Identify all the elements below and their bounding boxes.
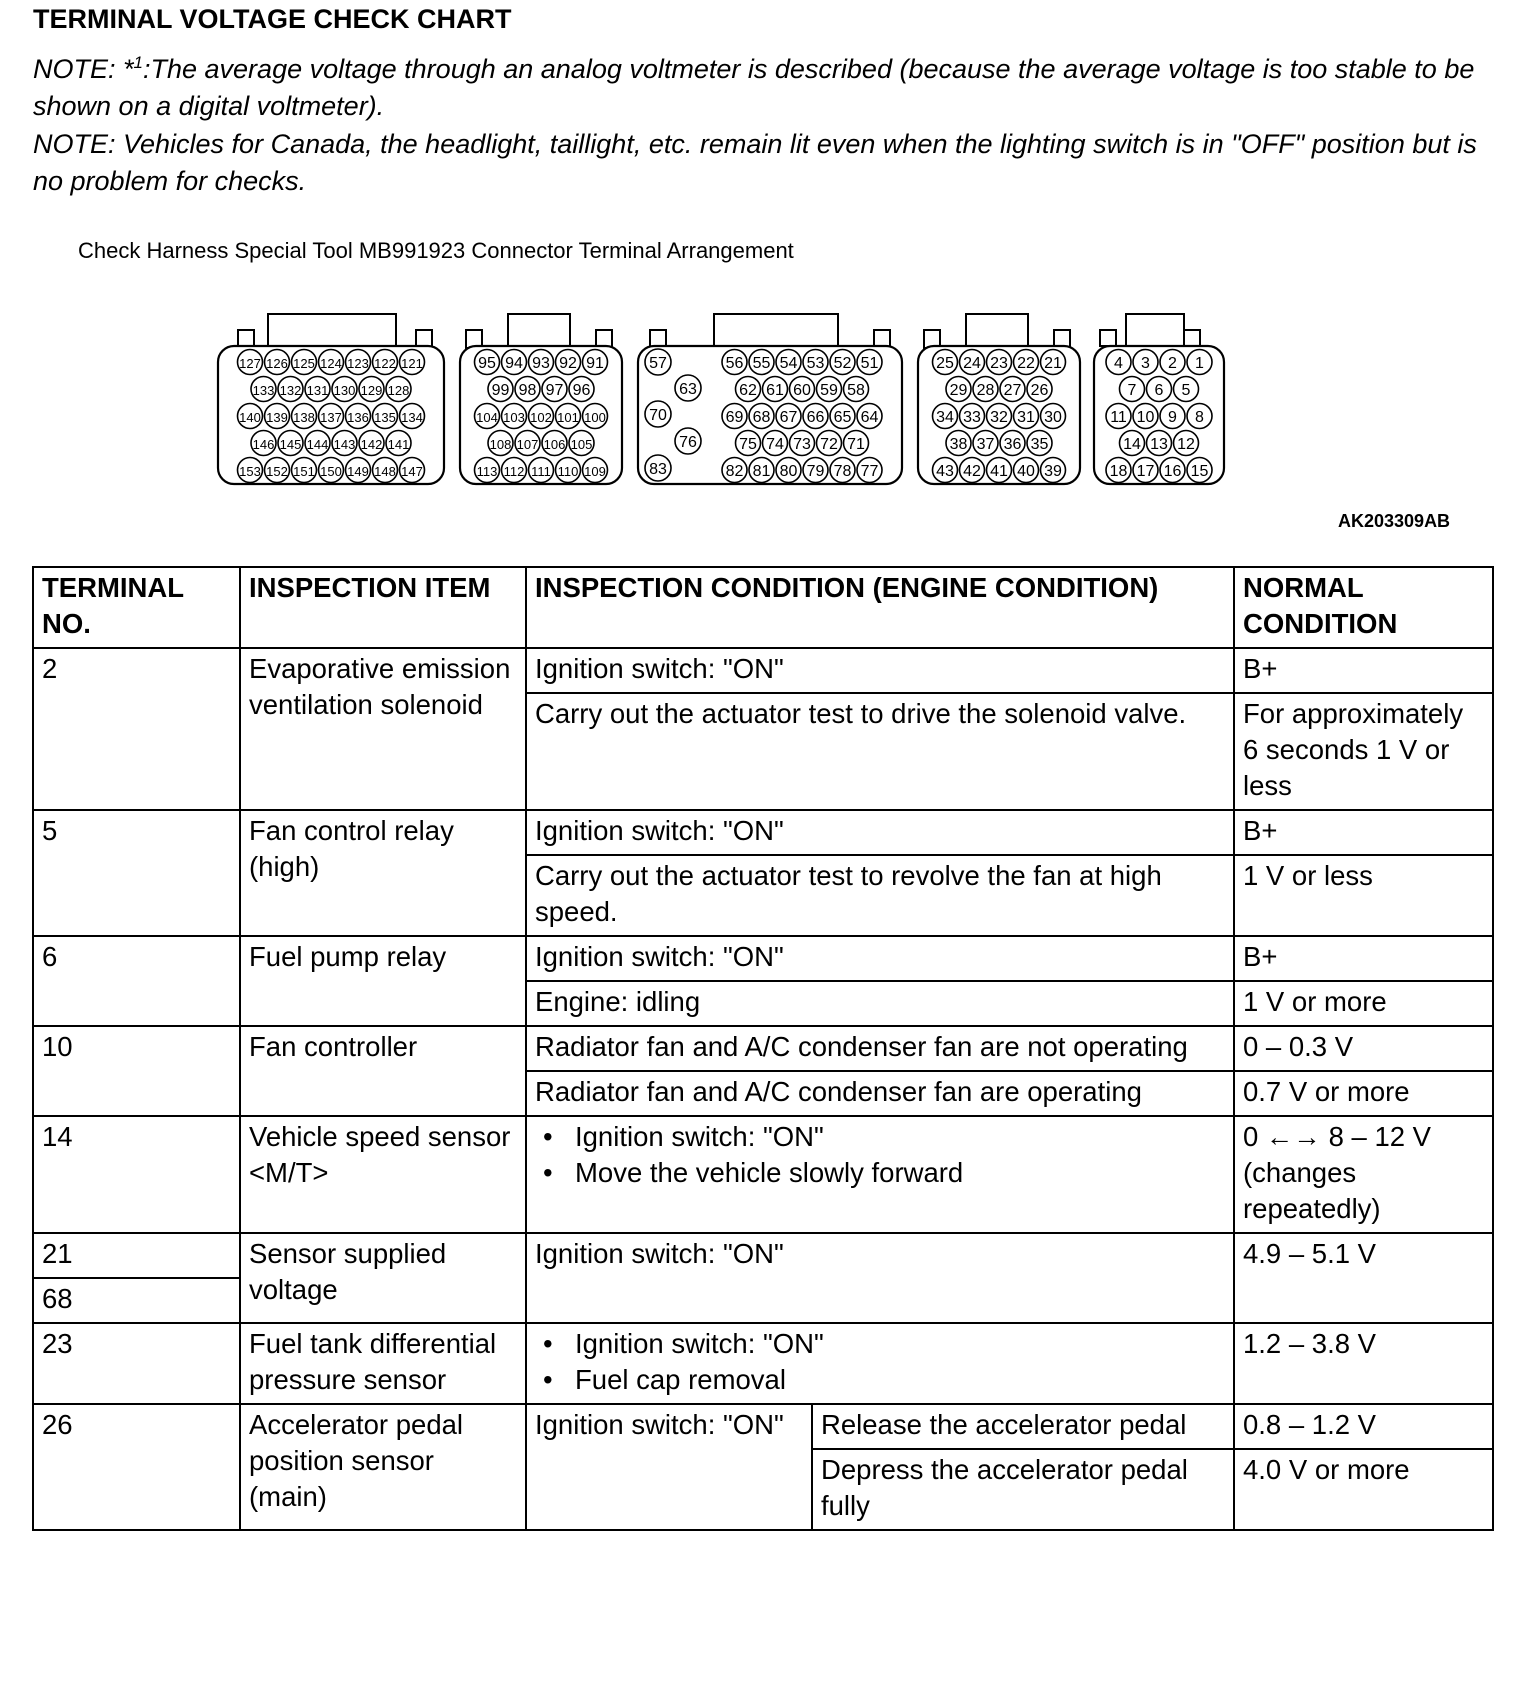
- connector: [918, 314, 1080, 484]
- terminal-number: 36: [1003, 436, 1022, 453]
- header-condition: INSPECTION CONDITION (ENGINE CONDITION): [526, 567, 1234, 648]
- header-normal: NORMAL CONDITION: [1234, 567, 1493, 648]
- terminal-number: 12: [1177, 436, 1195, 453]
- terminal-number: 70: [649, 407, 667, 424]
- item-cell: Fuel tank differential pressure sensor: [240, 1323, 526, 1404]
- table-row: [33, 1404, 1493, 1449]
- terminal-number: 141: [387, 437, 410, 452]
- terminal-number: 24: [963, 355, 981, 372]
- normal-cell: 0 ←→ 8 – 12 V (changes repeatedly): [1234, 1116, 1493, 1233]
- terminal-number: 53: [806, 355, 825, 372]
- terminal-number: 25: [936, 355, 954, 372]
- terminal-number: 99: [491, 382, 510, 399]
- connector: [638, 314, 902, 484]
- terminal-number: 131: [306, 383, 329, 398]
- terminal-number: 55: [752, 355, 771, 372]
- item-cell: Accelerator pedal position sensor (main): [240, 1404, 526, 1530]
- terminal-number: 76: [679, 434, 697, 451]
- condition-bullet: • Move the vehicle slowly forward: [535, 1155, 1225, 1191]
- terminal-number: 65: [833, 409, 852, 426]
- terminal-number: 132: [279, 383, 302, 398]
- condition-cell: Ignition switch: "ON": [526, 648, 1234, 693]
- terminal-number: 5: [1181, 382, 1191, 399]
- terminal-number: 13: [1150, 436, 1168, 453]
- terminal-number: 30: [1044, 409, 1062, 426]
- note-analog-voltmeter: [33, 44, 1483, 125]
- terminal-number: 4: [1114, 355, 1123, 372]
- terminal-number: 9: [1168, 409, 1177, 426]
- terminal-number: 143: [333, 437, 356, 452]
- terminal-number: 108: [489, 437, 512, 452]
- terminal-cell: 2: [33, 648, 240, 810]
- terminal-number: 21: [1044, 355, 1062, 372]
- header-item: INSPECTION ITEM: [240, 567, 526, 648]
- normal-cell: 0.8 – 1.2 V: [1234, 1404, 1493, 1449]
- sub-condition-cell: Release the accelerator pedal: [812, 1404, 1234, 1449]
- terminal-number: 79: [806, 463, 825, 480]
- terminal-number: 104: [476, 410, 498, 425]
- terminal-number: 43: [936, 463, 954, 480]
- terminal-number: 26: [1030, 382, 1049, 399]
- terminal-number: 110: [557, 464, 579, 479]
- terminal-number: 101: [557, 410, 579, 425]
- figure-code: AK203309AB: [1338, 511, 1451, 531]
- terminal-number: 54: [779, 355, 798, 372]
- condition-cell: Engine: idling: [526, 981, 1234, 1026]
- terminal-number: 11: [1110, 409, 1127, 426]
- terminal-number: 78: [833, 463, 852, 480]
- terminal-number: 153: [239, 464, 261, 479]
- table-row: [33, 648, 1493, 693]
- terminal-number: 38: [949, 436, 968, 453]
- terminal-number: 134: [401, 410, 423, 425]
- terminal-number: 32: [990, 409, 1008, 426]
- normal-cell: 1 V or more: [1234, 981, 1493, 1026]
- terminal-number: 18: [1109, 463, 1128, 480]
- condition-cell: Carry out the actuator test to drive the solenoid valve.: [526, 693, 1234, 810]
- note-prefix: NOTE:: [33, 54, 124, 84]
- terminal-number: 98: [518, 382, 537, 399]
- terminal-number: 66: [806, 409, 825, 426]
- terminal-number: 137: [320, 410, 342, 425]
- connector: [1094, 314, 1224, 484]
- terminal-number: 83: [649, 461, 667, 478]
- item-cell: Fan controller: [240, 1026, 526, 1116]
- terminal-number: 150: [320, 464, 342, 479]
- normal-cell: For approximately 6 seconds 1 V or less: [1234, 693, 1493, 810]
- item-cell: Evaporative emission ventilation solenoid: [240, 648, 526, 810]
- terminal-number: 69: [725, 409, 744, 426]
- terminal-number: 126: [266, 356, 288, 371]
- terminal-number: 60: [793, 382, 811, 399]
- condition-cell: Ignition switch: "ON": [526, 936, 1234, 981]
- terminal-number: 17: [1136, 463, 1155, 480]
- terminal-cell: 14: [33, 1116, 240, 1233]
- terminal-number: 123: [347, 356, 369, 371]
- normal-cell: B+: [1234, 648, 1493, 693]
- condition-bullet: • Fuel cap removal: [535, 1362, 1225, 1398]
- condition-cell: Ignition switch: "ON": [526, 1404, 812, 1530]
- normal-cell: B+: [1234, 810, 1493, 855]
- condition-bullet: • Ignition switch: "ON": [535, 1119, 1225, 1155]
- terminal-number: 109: [584, 464, 606, 479]
- terminal-number: 68: [752, 409, 771, 426]
- condition-bullet-list: [535, 1119, 1225, 1191]
- terminal-number: 62: [739, 382, 757, 399]
- terminal-number: 28: [976, 382, 995, 399]
- terminal-number: 33: [963, 409, 981, 426]
- terminal-number: 41: [990, 463, 1008, 480]
- table-header-row: [33, 567, 1493, 648]
- terminal-number: 61: [766, 382, 784, 399]
- table-row: [33, 810, 1493, 855]
- terminal-number: 72: [820, 436, 838, 453]
- terminal-number: 16: [1163, 463, 1182, 480]
- terminal-number: 74: [766, 436, 784, 453]
- terminal-number: 31: [1017, 409, 1035, 426]
- normal-cell: 0 – 0.3 V: [1234, 1026, 1493, 1071]
- condition-cell: Radiator fan and A/C condenser fan are not operating: [526, 1026, 1234, 1071]
- terminal-cell: 5: [33, 810, 240, 936]
- terminal-number: 39: [1044, 463, 1062, 480]
- terminal-number: 121: [401, 356, 423, 371]
- terminal-number: 2: [1168, 355, 1177, 372]
- connector-terminal-diagram: [0, 300, 1520, 500]
- connector: [218, 314, 444, 484]
- terminal-number: 142: [360, 437, 383, 452]
- terminal-number: 51: [860, 355, 879, 372]
- terminal-number: 124: [320, 356, 342, 371]
- terminal-number: 52: [833, 355, 852, 372]
- terminal-number: 35: [1030, 436, 1049, 453]
- terminal-number: 40: [1017, 463, 1035, 480]
- terminal-number: 97: [545, 382, 564, 399]
- terminal-number: 59: [820, 382, 838, 399]
- condition-cell: [526, 1116, 1234, 1233]
- item-cell: Vehicle speed sensor <M/T>: [240, 1116, 526, 1233]
- table-row: [33, 1026, 1493, 1071]
- terminal-number: 145: [279, 437, 302, 452]
- terminal-number: 7: [1127, 382, 1137, 399]
- terminal-number: 96: [572, 382, 591, 399]
- terminal-number: 77: [860, 463, 879, 480]
- terminal-number: 15: [1190, 463, 1209, 480]
- terminal-number: 103: [503, 410, 525, 425]
- normal-cell: 1.2 – 3.8 V: [1234, 1323, 1493, 1404]
- terminal-number: 64: [860, 409, 879, 426]
- terminal-number: 42: [963, 463, 981, 480]
- condition-cell: [526, 1323, 1234, 1404]
- condition-cell: Ignition switch: "ON": [526, 1233, 1234, 1323]
- terminal-number: 63: [679, 381, 697, 398]
- terminal-number: 27: [1003, 382, 1022, 399]
- terminal-number: 3: [1141, 355, 1150, 372]
- terminal-cell: 68: [33, 1278, 240, 1323]
- page-title: TERMINAL VOLTAGE CHECK CHART: [33, 4, 512, 34]
- item-cell: Fan control relay (high): [240, 810, 526, 936]
- terminal-number: 147: [401, 464, 423, 479]
- terminal-number: 151: [293, 464, 315, 479]
- condition-cell: Ignition switch: "ON": [526, 810, 1234, 855]
- terminal-number: 107: [516, 437, 539, 452]
- normal-cell: B+: [1234, 936, 1493, 981]
- terminal-number: 6: [1154, 382, 1164, 399]
- terminal-number: 14: [1123, 436, 1141, 453]
- normal-cell: 0.7 V or more: [1234, 1071, 1493, 1116]
- terminal-number: 91: [586, 355, 604, 372]
- note-superscript: 1: [133, 53, 143, 72]
- terminal-number: 37: [976, 436, 995, 453]
- terminal-number: 152: [266, 464, 288, 479]
- terminal-number: 125: [293, 356, 315, 371]
- sub-condition-cell: Depress the accelerator pedal fully: [812, 1449, 1234, 1530]
- terminal-number: 57: [649, 355, 667, 372]
- terminal-number: 113: [476, 464, 498, 479]
- terminal-number: 146: [252, 437, 275, 452]
- terminal-number: 148: [374, 464, 396, 479]
- terminal-number: 127: [239, 356, 261, 371]
- normal-cell: 4.0 V or more: [1234, 1449, 1493, 1530]
- condition-cell: Carry out the actuator test to revolve the fan at high speed.: [526, 855, 1234, 936]
- terminal-number: 130: [333, 383, 356, 398]
- terminal-number: 67: [779, 409, 798, 426]
- terminal-number: 106: [543, 437, 566, 452]
- terminal-number: 73: [793, 436, 811, 453]
- figure-caption: Check Harness Special Tool MB991923 Connector Terminal Arrangement: [78, 238, 794, 263]
- terminal-number: 144: [306, 437, 329, 452]
- table-row: [33, 1233, 1493, 1278]
- condition-cell: Radiator fan and A/C condenser fan are operating: [526, 1071, 1234, 1116]
- terminal-cell: 26: [33, 1404, 240, 1530]
- terminal-number: 133: [252, 383, 275, 398]
- terminal-cell: 10: [33, 1026, 240, 1116]
- item-cell: Fuel pump relay: [240, 936, 526, 1026]
- terminal-number: 129: [360, 383, 383, 398]
- terminal-number: 111: [531, 464, 551, 479]
- terminal-cell: 6: [33, 936, 240, 1026]
- condition-bullet-list: [535, 1326, 1225, 1398]
- terminal-number: 102: [530, 410, 552, 425]
- terminal-number: 122: [374, 356, 396, 371]
- terminal-number: 140: [239, 410, 261, 425]
- normal-cell: 4.9 – 5.1 V: [1234, 1233, 1493, 1323]
- terminal-cell: 21: [33, 1233, 240, 1278]
- terminal-number: 22: [1017, 355, 1035, 372]
- terminal-number: 94: [505, 355, 523, 372]
- terminal-number: 8: [1195, 409, 1204, 426]
- table-row: [33, 936, 1493, 981]
- terminal-number: 138: [293, 410, 315, 425]
- terminal-number: 100: [584, 410, 606, 425]
- terminal-number: 92: [559, 355, 577, 372]
- terminal-number: 56: [725, 355, 744, 372]
- table-row: [33, 1116, 1493, 1233]
- note-text: :The average voltage through an analog voltmeter is described (because the average voltage is too stable to be shown on a digital voltmeter).: [33, 54, 1475, 121]
- terminal-number: 10: [1136, 409, 1155, 426]
- table-row: [33, 1323, 1493, 1404]
- condition-bullet: • Ignition switch: "ON": [535, 1326, 1225, 1362]
- terminal-number: 58: [847, 382, 865, 399]
- terminal-number: 128: [387, 383, 410, 398]
- terminal-number: 81: [752, 463, 771, 480]
- terminal-number: 82: [725, 463, 744, 480]
- terminal-number: 75: [739, 436, 757, 453]
- terminal-number: 80: [779, 463, 798, 480]
- terminal-number: 95: [478, 355, 496, 372]
- terminal-cell: 23: [33, 1323, 240, 1404]
- terminal-number: 93: [532, 355, 550, 372]
- terminal-number: 135: [374, 410, 396, 425]
- terminal-number: 139: [266, 410, 288, 425]
- terminal-number: 136: [347, 410, 369, 425]
- terminal-number: 34: [936, 409, 954, 426]
- terminal-voltage-table: [32, 566, 1494, 1531]
- note-star: *: [123, 54, 134, 84]
- normal-cell: 1 V or less: [1234, 855, 1493, 936]
- terminal-number: 23: [990, 355, 1008, 372]
- terminal-number: 1: [1195, 355, 1204, 372]
- item-cell: Sensor supplied voltage: [240, 1233, 526, 1323]
- terminal-number: 105: [570, 437, 593, 452]
- terminal-number: 149: [347, 464, 369, 479]
- header-terminal: TERMINAL NO.: [33, 567, 240, 648]
- connector: [460, 314, 622, 484]
- terminal-number: 112: [503, 464, 525, 479]
- note-canada-lighting: NOTE: Vehicles for Canada, the headlight, taillight, etc. remain lit even when the lighting switch is in "OFF" position but is no problem for checks.: [33, 129, 1477, 196]
- terminal-number: 29: [949, 382, 968, 399]
- terminal-number: 71: [847, 436, 865, 453]
